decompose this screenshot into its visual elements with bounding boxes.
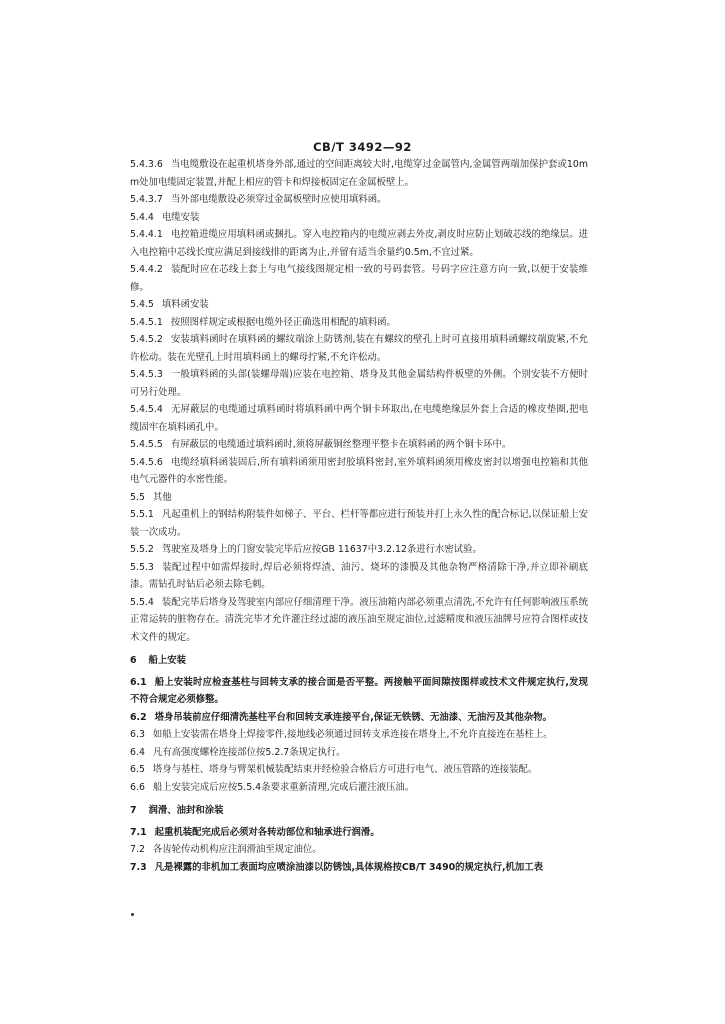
paragraph-number: 7.3 xyxy=(130,861,147,873)
paragraph xyxy=(130,559,588,594)
section-7-paragraphs xyxy=(130,824,588,877)
paragraph-number: 5.4.4.2 xyxy=(130,264,163,275)
paragraph-number: 5.4.5.6 xyxy=(130,456,163,468)
paragraph-number: 5.5.2 xyxy=(130,544,154,555)
paragraph-text: 电缆安装 xyxy=(161,211,200,223)
paragraph-text: 其他 xyxy=(152,491,172,503)
paragraph-text: 无屏蔽层的电缆通过填料函时将填料函中两个铜卡环取出,在电缆绝缘层外套上合适的橡皮垫圈,把电缆固牢在填料函孔中。 xyxy=(130,404,588,433)
paragraph-number: 5.4.5.1 xyxy=(130,316,163,328)
paragraph-text: 各齿轮传动机构应注润滑油至规定油位。 xyxy=(152,844,322,855)
section-6-paragraphs xyxy=(130,674,588,797)
paragraph-text: 凡起重机上的钢结构附装件如梯子、平台、栏杆等都应进行预装并打上永久性的配合标记,以保证船上安装一次成功。 xyxy=(130,509,588,538)
paragraph xyxy=(130,366,588,401)
section-5-paragraphs xyxy=(130,156,588,646)
paragraph-text: 驾驶室及塔身上的门窗安装完毕后应按GB 11637中3.2.12条进行水密试验。 xyxy=(161,544,482,555)
paragraph-text: 按照图样规定或根据电缆外径正确选用相配的填料函。 xyxy=(170,316,396,328)
paragraph xyxy=(130,261,588,296)
paragraph xyxy=(130,314,588,332)
paragraph xyxy=(130,296,588,314)
paragraph-number: 5.4.5 xyxy=(130,299,154,310)
paragraph-text: 船上安装完成后应按5.5.4条要求重新清理,完成后灌注液压油。 xyxy=(152,781,415,793)
paragraph-number: 5.5 xyxy=(130,491,145,503)
section-6-heading xyxy=(130,652,588,670)
paragraph-text: 船上安装时应检查基柱与回转支承的接合面是否平整。两接触平面间隙按图样或技术文件规定执行,发现不符合规定必须修整。 xyxy=(130,676,588,705)
paragraph-text: 起重机装配完成后必须对各转动部位和轴承进行润滑。 xyxy=(154,826,380,838)
paragraph-text: 填料函安装 xyxy=(161,299,209,310)
paragraph xyxy=(130,454,588,489)
paragraph-number: 6.3 xyxy=(130,729,145,740)
paragraph xyxy=(130,709,588,727)
paragraph-number: 6.2 xyxy=(130,711,147,723)
paragraph-text: 如船上安装需在塔身上焊接零件,接地线必须通过回转支承连接在塔身上,不允许直接连在基柱上。 xyxy=(152,729,553,740)
paragraph xyxy=(130,541,588,559)
paragraph xyxy=(130,331,588,366)
paragraph-text: 塔身吊装前应仔细清洗基柱平台和回转支承连接平台,保证无铁锈、无油漆、无油污及其他杂物。 xyxy=(154,711,552,723)
paragraph-number: 7.2 xyxy=(130,844,145,855)
paragraph-number: 6.6 xyxy=(130,781,145,793)
paragraph xyxy=(130,779,588,797)
paragraph-text: 当电缆敷设在起重机塔身外部,通过的空间距离较大时,电缆穿过金属管内,金属管两端加保护套或10mm处加电缆固定装置,并配上相应的管卡和焊接板固定在金属板壁上。 xyxy=(130,159,588,188)
paragraph-text: 装配完毕后塔身及驾驶室内部应仔细清理干净。液压油箱内部必须重点清洗,不允许有任何影响液压系统正常运转的脏物存在。清洗完毕才允许灌注经过滤的液压油至规定油位,过滤精度和液压油牌号应符合图样或技术文件的规定。 xyxy=(130,596,588,643)
paragraph xyxy=(130,841,588,859)
paragraph xyxy=(130,594,588,647)
paragraph-number: 5.4.5.4 xyxy=(130,404,163,415)
paragraph-text: 装配时应在芯线上套上与电气接线图规定相一致的号码套管。号码字应注意方向一致,以便于安装维修。 xyxy=(130,264,588,293)
section-7-heading xyxy=(130,802,588,820)
paragraph-number: 5.5.3 xyxy=(130,561,154,573)
paragraph-text: 凡有高强度螺栓连接部位按5.2.7条规定执行。 xyxy=(152,746,346,758)
paragraph-text: 塔身与基柱、塔身与臂架机械装配结束并经检验合格后方可进行电气、液压管路的连接装配。 xyxy=(152,764,538,775)
paragraph-text: 有屏蔽层的电缆通过填料函时,须将屏蔽铜丝整理平整卡在填料函的两个铜卡环中。 xyxy=(170,439,512,450)
document-body xyxy=(130,156,588,876)
paragraph xyxy=(130,436,588,454)
paragraph-number: 5.5.4 xyxy=(130,596,154,608)
section-7-title: 润滑、油封和涂装 xyxy=(148,805,224,816)
paragraph xyxy=(130,226,588,261)
paragraph-number: 5.4.5.2 xyxy=(130,334,163,345)
paragraph-number: 5.4.3.6 xyxy=(130,159,163,170)
paragraph xyxy=(130,674,588,709)
paragraph xyxy=(130,726,588,744)
paragraph xyxy=(130,209,588,227)
paragraph xyxy=(130,401,588,436)
paragraph-text: 凡是裸露的非机加工表面均应喷涂油漆以防锈蚀,具体规格按CB/T 3490的规定执行,机加工表 xyxy=(154,861,544,873)
paragraph xyxy=(130,744,588,762)
paragraph xyxy=(130,859,588,877)
paragraph-text: 电缆经填料函装固后,所有填料函须用密封胶填料密封,室外填料函须用橡皮密封以增强电控箱和其他电气元器件的水密性能。 xyxy=(130,456,588,485)
paragraph xyxy=(130,489,588,507)
paragraph-number: 5.4.3.7 xyxy=(130,194,163,205)
paragraph-text: 一般填料函的头部(装螺母端)应装在电控箱、塔身及其他金属结构件板壁的外侧。个别安装不方便时可另行处理。 xyxy=(130,369,588,398)
paragraph-text: 装配过程中如需焊接时,焊后必须将焊渣、油污、烧坏的漆膜及其他杂物严格清除干净,并立即补刷底漆。需钻孔时钻后必须去除毛刺。 xyxy=(130,561,588,590)
paragraph-number: 5.4.4 xyxy=(130,211,154,223)
paragraph-number: 5.4.4.1 xyxy=(130,229,163,240)
paragraph-text: 安装填料函时在填料函的螺纹端涂上防锈剂,装在有螺纹的壁孔上时可直接用填料函螺纹端旋紧,不允许松动。装在光壁孔上时用填料函上的螺母拧紧,不允许松动。 xyxy=(130,334,588,363)
paragraph-number: 5.5.1 xyxy=(130,509,154,520)
page-header: CB/T 3492—92 xyxy=(313,140,412,154)
paragraph xyxy=(130,824,588,842)
paragraph-number: 5.4.5.5 xyxy=(130,439,163,450)
section-6-number: 6 xyxy=(130,655,137,666)
paragraph xyxy=(130,506,588,541)
section-7-number: 7 xyxy=(130,805,137,816)
paragraph-number: 7.1 xyxy=(130,826,147,838)
paragraph-number: 6.4 xyxy=(130,746,145,758)
paragraph-text: 当外部电缆敷设必须穿过金属板壁时应使用填料函。 xyxy=(170,194,387,205)
scan-speck xyxy=(131,913,134,916)
paragraph xyxy=(130,156,588,191)
paragraph xyxy=(130,761,588,779)
paragraph-text: 电控箱进缆应用填料函或捆扎。穿入电控箱内的电缆应剥去外皮,剥皮时应防止划破芯线的绝缘层。进入电控箱中芯线长度应满足到接线排的距离为止,并留有适当余量约0.5m,不宜过紧。 xyxy=(130,229,588,258)
paragraph-number: 6.1 xyxy=(130,676,147,688)
paragraph xyxy=(130,191,588,209)
paragraph-number: 5.4.5.3 xyxy=(130,369,163,380)
section-6-title: 船上安装 xyxy=(148,655,187,666)
paragraph-number: 6.5 xyxy=(130,764,145,775)
